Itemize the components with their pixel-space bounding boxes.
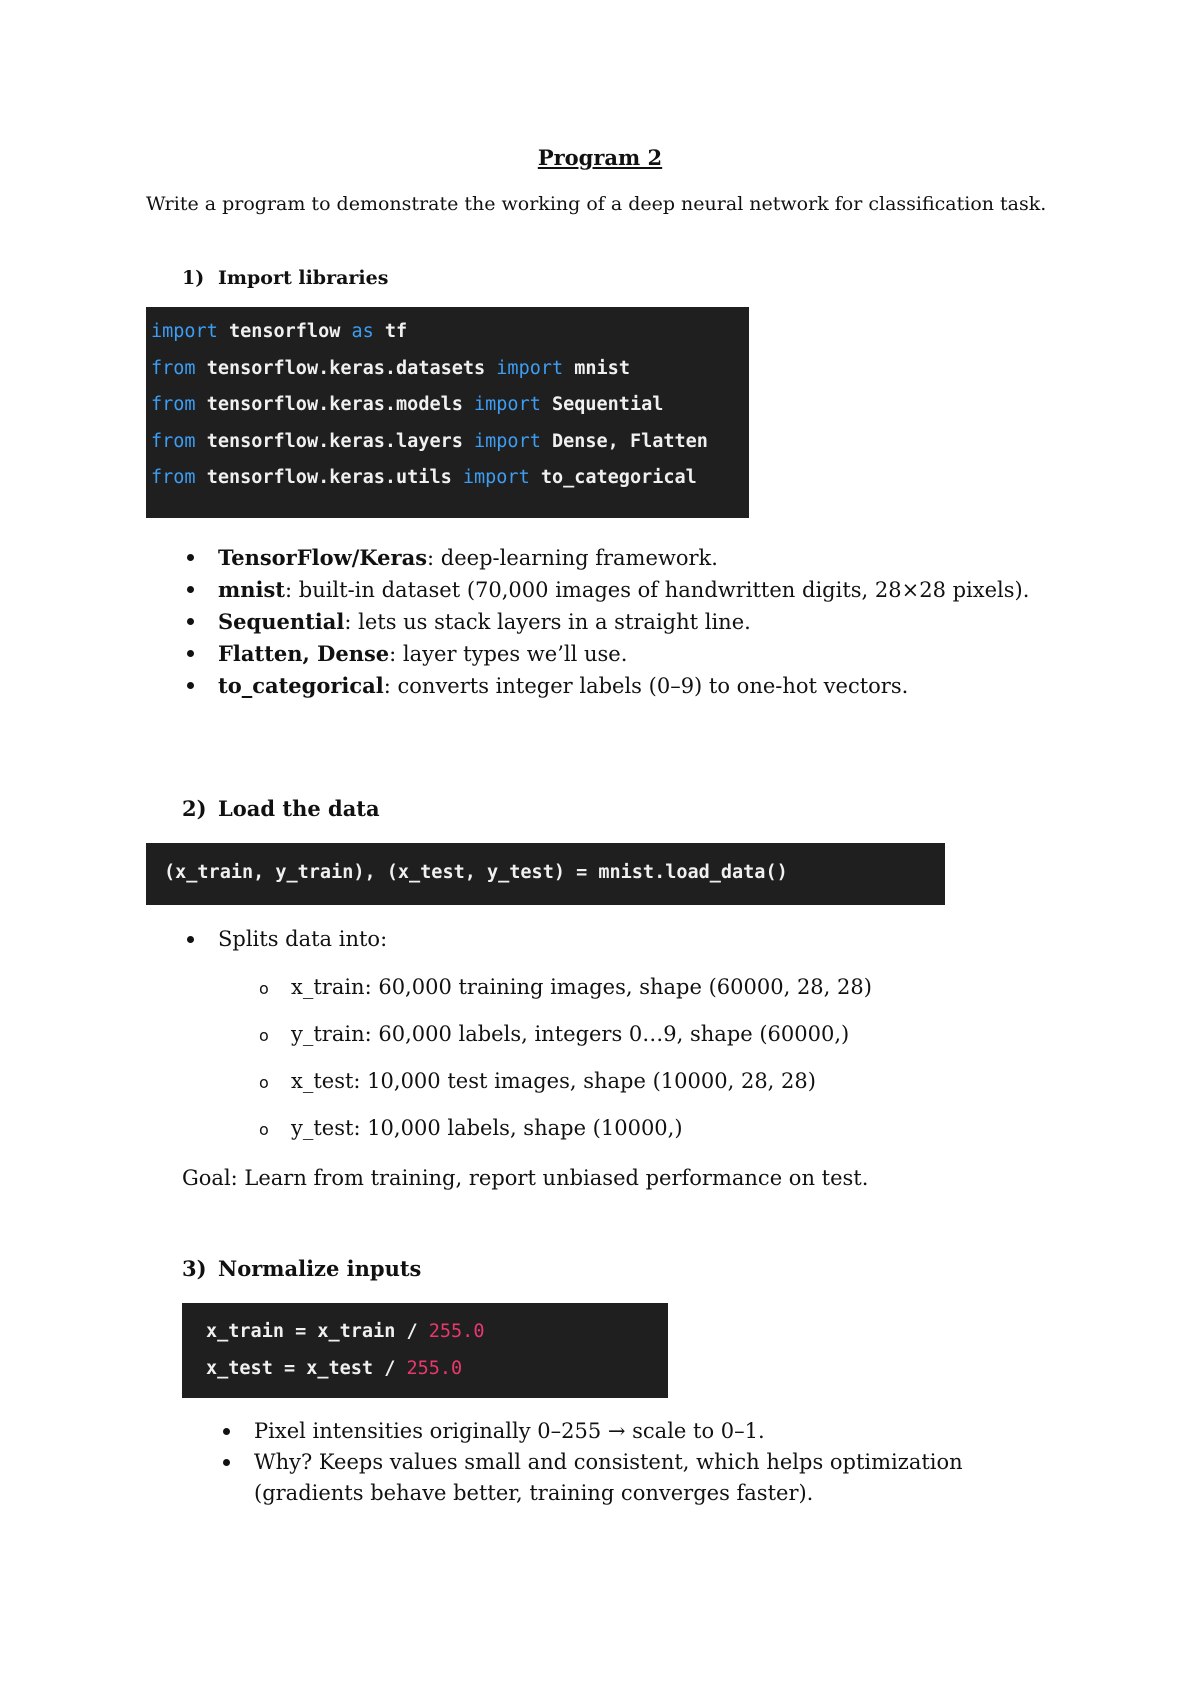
code-line — [164, 855, 945, 892]
code-keyword: import — [151, 321, 218, 342]
code-line — [151, 314, 749, 351]
section-2-heading — [182, 795, 380, 823]
code-token: Dense, Flatten — [540, 430, 708, 452]
section-2-number: 2) — [182, 796, 207, 821]
page-title: Program 2 — [537, 145, 663, 170]
intro-paragraph: Write a program to demonstrate the working of a deep neural network for classification task. — [146, 193, 1047, 215]
code-line — [151, 351, 749, 388]
section-1-heading — [182, 265, 388, 291]
library-term: Flatten, Dense — [218, 641, 390, 666]
list-item — [182, 606, 1062, 638]
load-data-bullet-list — [182, 924, 1062, 955]
code-number: 255.0 — [406, 1357, 463, 1379]
code-keyword: from — [151, 357, 196, 379]
code-keyword: from — [151, 430, 196, 452]
library-description: : built-in dataset (70,000 images of handwritten digits, 28×28 pixels). — [285, 578, 1030, 602]
code-keyword: import — [462, 467, 530, 488]
code-keyword: import — [474, 394, 541, 415]
library-term: to_categorical — [218, 673, 384, 698]
load-data-code-block — [146, 843, 945, 905]
data-split-sublist — [255, 973, 1055, 1161]
section-1-number: 1) — [182, 267, 205, 289]
code-token: mnist — [563, 357, 630, 379]
section-3-heading — [182, 1255, 421, 1283]
library-term: TensorFlow/Keras — [218, 545, 428, 570]
library-description: : layer types we’ll use. — [389, 642, 628, 666]
section-3-number: 3) — [182, 1256, 207, 1281]
code-token: x_train = x_train / — [206, 1321, 429, 1342]
list-item: Splits data into: — [182, 924, 1062, 955]
code-line — [206, 1351, 668, 1388]
import-code-block — [146, 307, 749, 518]
code-line — [206, 1314, 668, 1351]
code-token: (x_train, y_train), (x_test, y_test) = mnist.load_data() — [164, 862, 788, 883]
goal-text: Goal: Learn from training, report unbiased performance on test. — [182, 1166, 869, 1190]
code-keyword: as — [351, 321, 374, 342]
code-number: 255.0 — [428, 1321, 485, 1342]
normalize-bullet-list — [218, 1416, 1068, 1509]
section-3-title: Normalize inputs — [218, 1256, 422, 1281]
list-item: Why? Keeps values small and consistent, which helps optimization (gradients behave better, training converges faster). — [218, 1447, 1068, 1509]
library-term: mnist — [218, 577, 285, 602]
code-token: tf — [373, 321, 408, 342]
library-description: : converts integer labels (0–9) to one-hot vectors. — [383, 674, 909, 698]
list-item: Pixel intensities originally 0–255 → scale to 0–1. — [218, 1416, 1068, 1447]
code-token: tensorflow — [217, 321, 352, 342]
normalize-code-block — [182, 1303, 668, 1398]
list-item: o y_test: 10,000 labels, shape (10000,) — [255, 1114, 1055, 1161]
list-item: o x_test: 10,000 test images, shape (10000, 28, 28) — [255, 1067, 1055, 1114]
list-item — [182, 542, 1062, 574]
code-token: tensorflow.keras.models — [195, 394, 475, 415]
code-keyword: import — [496, 357, 564, 379]
library-description: : deep-learning framework. — [427, 546, 718, 570]
code-line — [151, 387, 749, 424]
list-item — [182, 574, 1062, 606]
list-item — [182, 670, 1062, 702]
code-line — [151, 424, 749, 461]
section-1-title: Import libraries — [218, 267, 389, 289]
code-keyword: from — [151, 394, 196, 415]
code-token: tensorflow.keras.layers — [195, 430, 475, 452]
section-2-title: Load the data — [218, 796, 380, 821]
code-token: to_categorical — [529, 467, 697, 488]
code-token: x_test = x_test / — [206, 1357, 407, 1379]
code-keyword: import — [474, 430, 541, 452]
code-line — [151, 460, 749, 497]
library-bullet-list — [182, 542, 1062, 702]
code-token: tensorflow.keras.datasets — [195, 357, 497, 379]
library-description: : lets us stack layers in a straight line. — [344, 610, 751, 634]
list-item: o y_train: 60,000 labels, integers 0…9, shape (60000,) — [255, 1020, 1055, 1067]
code-token: tensorflow.keras.utils — [195, 467, 463, 488]
library-term: Sequential — [218, 609, 345, 634]
list-item — [182, 638, 1062, 670]
code-token: Sequential — [540, 394, 664, 415]
list-item: o x_train: 60,000 training images, shape (60000, 28, 28) — [255, 973, 1055, 1020]
code-keyword: from — [151, 467, 196, 488]
